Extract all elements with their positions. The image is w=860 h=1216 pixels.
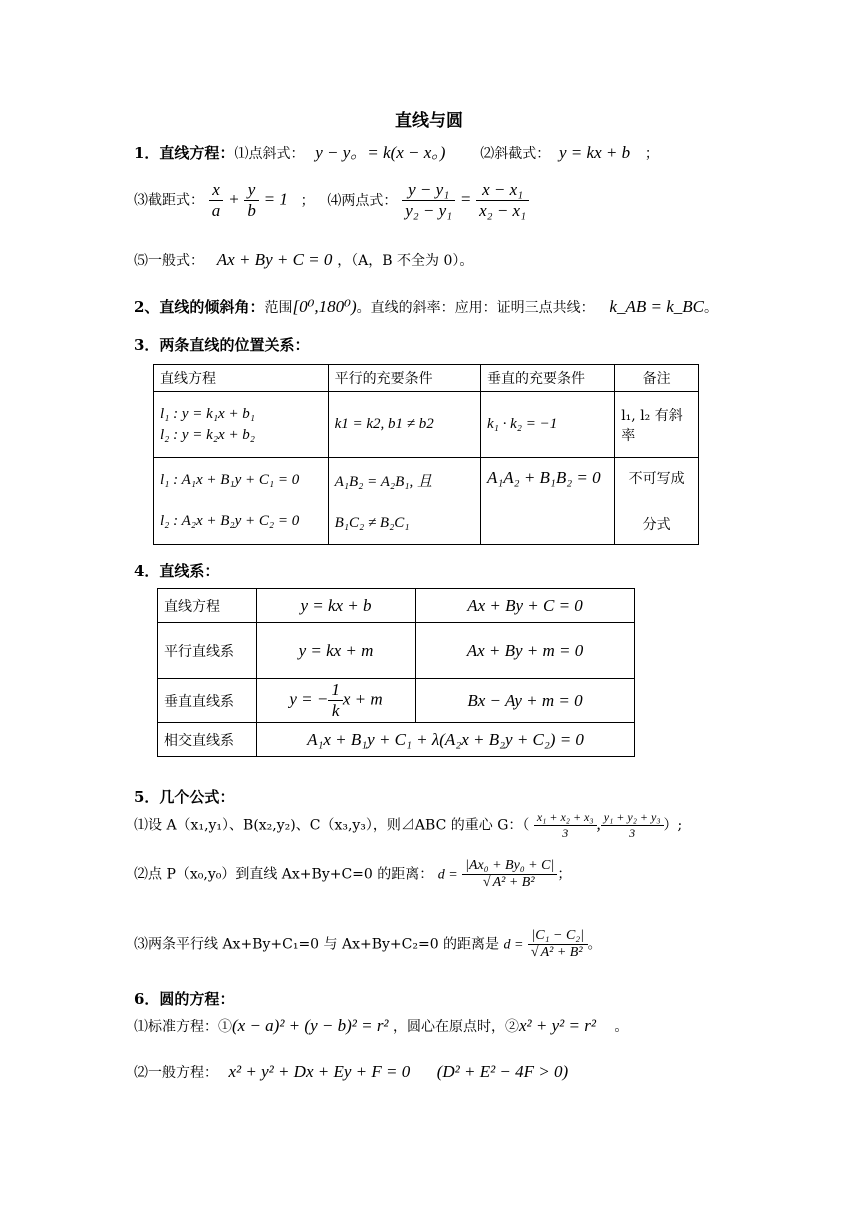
table-cell: Ax + By + C = 0 <box>416 589 635 623</box>
section-1-heading: 1．直线方程： <box>134 144 235 162</box>
table-cell: y = − $\frac{1}{k}$ x + m <box>257 679 416 723</box>
two-point-label: ⑷两点式： <box>327 192 398 209</box>
standard-equation-label: ⑴标准方程：① <box>134 1019 232 1035</box>
intercept-label: ⑶截距式： <box>134 192 204 209</box>
table-cell: l₁, l₂ 有斜率 <box>615 392 699 458</box>
intercept-eq: = 1 <box>263 189 288 209</box>
table-header: 备注 <box>615 365 699 392</box>
table-cell: 不可写成 <box>628 471 685 487</box>
point-line-frac: $\frac{\text{|Ax₀ + By₀ + C|}}{\text{√ A² + B²}}$ <box>462 858 557 891</box>
position-relation-table <box>153 364 699 545</box>
section-1-line-2 <box>134 180 529 221</box>
table-row <box>158 723 635 757</box>
section-2-end: 。 <box>703 300 718 316</box>
table-cell: l₂ : A₂x + B₂y + C₂ = 0 <box>160 513 300 529</box>
table-row <box>158 679 635 723</box>
section-6-heading: 6．圆的方程： <box>134 990 235 1008</box>
standard-equation-mid: ，圆心在原点时，② <box>392 1019 519 1035</box>
table-header: 直线方程 <box>154 365 329 392</box>
table-cell: 直线方程 <box>158 589 257 623</box>
standard-equation-end: 。 <box>614 1019 629 1035</box>
section-2-line <box>134 296 718 317</box>
slope-intercept-label: ⑵斜截式： <box>480 146 551 162</box>
parallel-distance-text: ⑶两条平行线 Ax+By+C₁=0 与 Ax+By+C₂=0 的距离是 <box>134 936 500 953</box>
point-line-distance-line <box>134 858 571 891</box>
table-cell: 分式 <box>642 517 671 533</box>
intercept-plus: + <box>228 189 240 209</box>
two-point-eq: = <box>459 189 472 209</box>
parallel-distance-frac: $\frac{\text{|C₁ − C₂|}}{\text{√ A² + B²}}$ <box>528 928 588 961</box>
table-cell: k₁ · k₂ = −1 <box>480 392 614 458</box>
range-label: 范围 <box>264 300 293 316</box>
section-4-heading: 4．直线系： <box>134 562 220 580</box>
intercept-frac-y: $\frac{y}{b}$ <box>244 180 259 221</box>
parallel-distance-d: d = <box>503 937 524 953</box>
slope-intercept-end: ； <box>644 146 659 162</box>
table-cell: B₁C₂ ≠ B₂C₁ <box>334 515 410 531</box>
range-formula: [0⁰,180⁰) <box>292 297 357 316</box>
table-cell: 相交直线系 <box>158 723 257 757</box>
centroid-comma: , <box>596 814 601 834</box>
table-row <box>158 589 635 623</box>
table-cell: A₁x + B₁y + C₁ + λ(A₂x + B₂y + C₂) = 0 <box>257 723 635 757</box>
slope-text: 。直线的斜率：应用：证明三点共线： <box>356 300 595 316</box>
table-cell: y = kx + b <box>257 589 416 623</box>
table-cell: l₁ : A₁x + B₁y + C₁ = 0 <box>160 472 300 488</box>
table-header: 垂直的充要条件 <box>480 365 614 392</box>
table-cell: A₁B₂ = A₂B₁, 且 <box>334 474 432 490</box>
parallel-distance-end: 。 <box>587 936 602 953</box>
point-slope-formula: y − y。= k(x − x。) <box>315 143 446 162</box>
general-form-note: ，（A，B 不全为 0）。 <box>337 253 474 269</box>
collinear-formula: k_AB = k_BC <box>609 297 704 316</box>
table-row <box>154 392 699 458</box>
table-cell: y = kx + m <box>257 623 416 679</box>
intercept-frac-x: $\frac{x}{a}$ <box>209 180 224 221</box>
table-cell: l₁ : y = k₁x + b₁ <box>160 405 256 422</box>
table-cell: 垂直直线系 <box>158 679 257 723</box>
section-2-heading: 2、直线的倾斜角： <box>134 298 265 316</box>
centroid-frac-x: $\frac{\text{x₁ + x₂ + x₃}}{3}$ <box>534 810 597 841</box>
table-cell: 平行直线系 <box>158 623 257 679</box>
table-cell: k1 = k2, b1 ≠ b2 <box>328 392 480 458</box>
origin-circle-formula: x² + y² = r² <box>518 1016 596 1035</box>
section-1-line-1 <box>134 138 659 163</box>
centroid-text: ⑴设 A（x₁,y₁）、B(x₂,y₂)、C（x₃,y₃），则⊿ABC 的重心 G：（ <box>134 817 530 834</box>
general-form-formula: Ax + By + C = 0 <box>216 250 333 269</box>
general-equation-condition: (D² + E² − 4F > 0) <box>436 1062 569 1081</box>
table-cell: Ax + By + m = 0 <box>416 623 635 679</box>
two-point-frac-x: $\frac{\text{x − x₁}}{\text{x₂ − x₁}}$ <box>476 180 529 221</box>
table-cell: Bx − Ay + m = 0 <box>416 679 635 723</box>
table-row <box>158 623 635 679</box>
slope-intercept-formula: y = kx + b <box>559 143 631 162</box>
centroid-formula-line <box>134 810 682 841</box>
standard-equation-formula: (x − a)² + (y − b)² = r² <box>232 1016 389 1035</box>
table-header: 平行的充要条件 <box>328 365 480 392</box>
general-form-label: ⑸一般式： <box>134 253 204 269</box>
page-title: 直线与圆 <box>395 111 463 131</box>
parallel-distance-line <box>134 928 602 961</box>
table-cell: A₁A₂ + B₁B₂ = 0 <box>480 458 614 545</box>
section-3-heading: 3．两条直线的位置关系： <box>134 336 310 354</box>
general-equation-line <box>134 1062 568 1082</box>
section-1-line-3 <box>134 250 473 270</box>
line-family-table <box>157 588 635 757</box>
table-cell: l₂ : y = k₂x + b₂ <box>160 426 256 443</box>
point-line-end: ； <box>557 866 572 883</box>
table-row <box>154 458 699 545</box>
centroid-frac-y: $\frac{\text{y₁ + y₂ + y₃}}{3}$ <box>601 810 664 841</box>
point-line-d: d = <box>437 867 458 883</box>
intercept-sep: ； <box>300 192 315 209</box>
point-slope-label: ⑴点斜式： <box>234 146 305 162</box>
two-point-frac-y: $\frac{\text{y − y₁}}{\text{y₂ − y₁}}$ <box>402 180 455 221</box>
centroid-end: ）; <box>663 817 683 834</box>
general-equation-formula: x² + y² + Dx + Ey + F = 0 <box>228 1062 411 1081</box>
general-equation-label: ⑵一般方程： <box>134 1065 218 1081</box>
section-5-heading: 5．几个公式： <box>134 788 235 806</box>
standard-equation-line <box>134 1016 628 1036</box>
point-line-text: ⑵点 P（x₀,y₀）到直线 Ax+By+C=0 的距离： <box>134 866 434 883</box>
